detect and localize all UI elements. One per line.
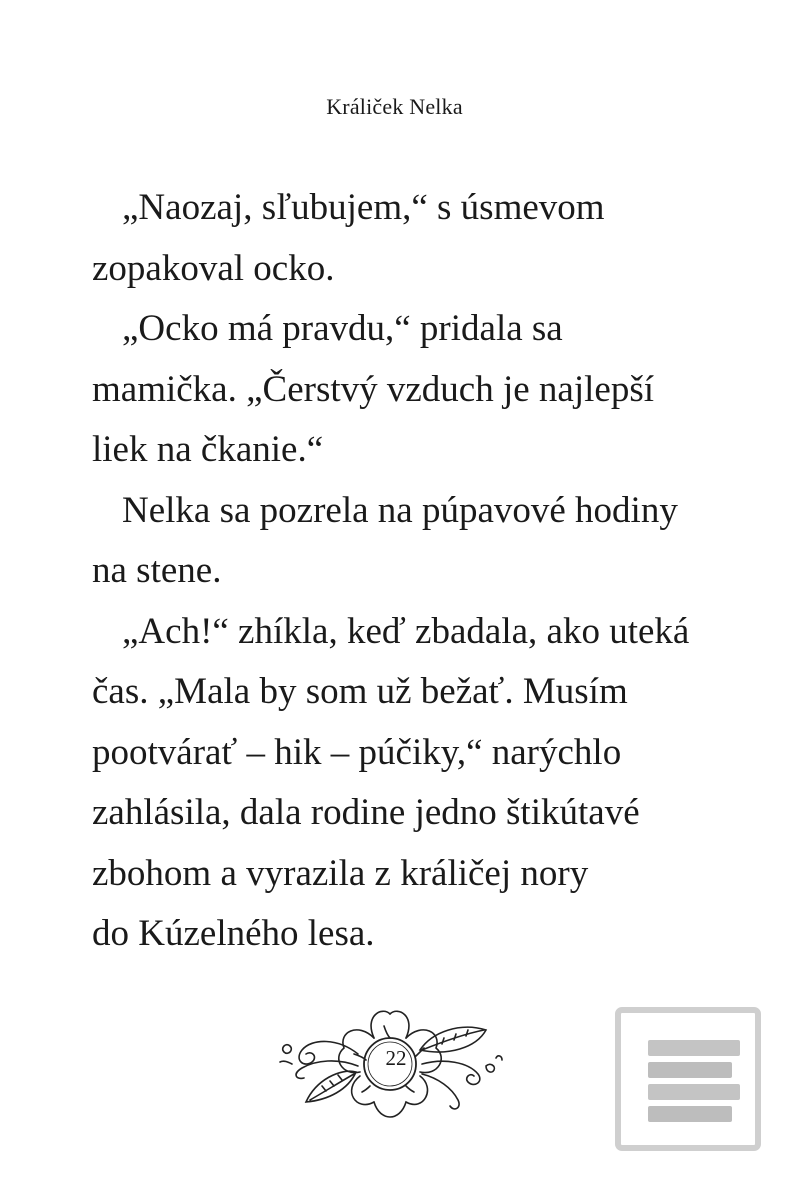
paragraph-line: na stene. xyxy=(92,550,222,591)
paragraph-line: zbohom a vyrazila z králičej nory xyxy=(92,852,589,894)
paragraph-line: Nelka sa pozrela na púpavové hodiny xyxy=(122,489,678,531)
running-header: Králiček Nelka xyxy=(326,94,463,119)
paragraph-line: „Ocko má pravdu,“ pridala sa xyxy=(122,308,563,349)
paragraph-line: pootvárať – hik – púčiky,“ narýchlo xyxy=(92,731,622,773)
page-text xyxy=(92,178,712,965)
paragraph-line: „Naozaj, sľubujem,“ s úsmevom xyxy=(122,187,605,228)
paragraph-line: čas. „Mala by som už bežať. Musím xyxy=(92,671,628,712)
paragraph-line: mamička. „Čerstvý vzduch je najlepší xyxy=(92,368,655,410)
paragraph-line: zopakoval ocko. xyxy=(92,247,335,289)
stacked-books-watermark-icon xyxy=(614,1006,762,1152)
paragraph-line: do Kúzelného lesa. xyxy=(92,913,375,954)
paragraph-line: zahlásila, dala rodine jedno štikútavé xyxy=(92,792,640,833)
paragraph-line: liek na čkanie.“ xyxy=(92,429,324,470)
paragraph-line: „Ach!“ zhíkla, keď zbadala, ako uteká xyxy=(122,610,690,652)
page-number: 22 xyxy=(385,1046,407,1070)
